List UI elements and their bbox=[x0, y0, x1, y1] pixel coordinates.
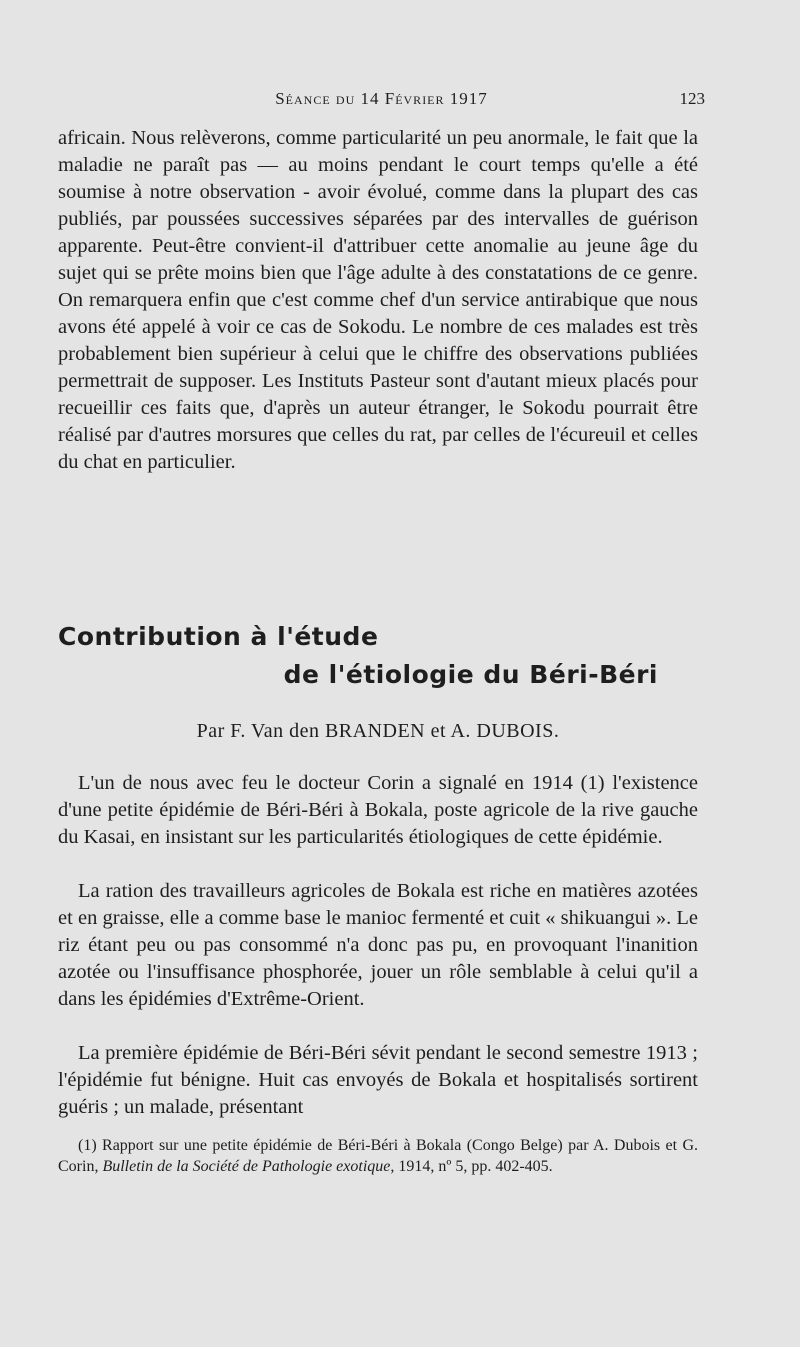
running-head-title: Séance du 14 Février 1917 bbox=[275, 89, 488, 108]
paragraph-ration: La ration des travailleurs agricoles de Bokala est riche en matières azotées et en graisse, elle a comme base le manioc fermenté et cuit « shikuangui ». Le riz étant peu ou pas consommé n'a donc pas pu, en provoquant l'inanition azotée ou l'insuffisance phosphorée, jouer un rôle semblable à celui qu'il a dans les épidémies d'Extrême-Orient. bbox=[58, 880, 698, 1010]
footnote-journal: Bulletin de la Société de Pathologie exotique, bbox=[102, 1158, 395, 1175]
footnote bbox=[58, 1135, 698, 1177]
article-title-line-1: Contribution à l'étude bbox=[58, 622, 379, 651]
footnote-reference: 1914, nº 5, pp. 402-405. bbox=[398, 1158, 553, 1175]
footnote-text: (1) Rapport sur une petite épidémie de Béri-Béri à Bokala (Congo Belge) par A. Dubois et G. Corin, bbox=[58, 1137, 698, 1175]
paragraph-bokala-epidemic: L'un de nous avec feu le docteur Corin a signalé en 1914 (1) l'existence d'une petite épidémie de Béri-Béri à Bokala, poste agricole de la rive gauche du Kasai, en insistant sur les particularités étiologiques de cette épidémie. bbox=[58, 772, 698, 848]
article-title-line-2: de l'étiologie du Béri-Béri bbox=[283, 660, 658, 689]
article-byline: Par F. Van den BRANDEN et A. DUBOIS. bbox=[196, 720, 560, 742]
running-head bbox=[58, 86, 705, 114]
page-number: 123 bbox=[679, 89, 705, 108]
paragraph-first-epidemic: La première épidémie de Béri-Béri sévit pendant le second semestre 1913 ; l'épidémie fut bénigne. Huit cas envoyés de Bokala et hospitalisés sortirent guéris ; un malade, présentant bbox=[58, 1042, 698, 1118]
paragraph-sokodu-conclusion: africain. Nous relèverons, comme particularité un peu anormale, le fait que la maladie ne paraît pas — au moins pendant le court temps qu'elle a été soumise à notre observation - avoir évolué, comme dans la plupart des cas publiés, par poussées successives séparées par des intervalles de guérison apparente. Peut-être convient-il d'attribuer cette anomalie au jeune âge du sujet qui se prête moins bien que l'âge adulte à des constatations de ce genre. On remarquera enfin que c'est comme chef d'un service antirabique que nous avons été appelé à voir ce cas de Sokodu. Le nombre de ces malades est très probablement bien supérieur à celui que le chiffre des observations publiées permettrait de supposer. Les Instituts Pasteur sont d'autant mieux placés pour recueillir ces faits que, d'après un auteur étranger, le Sokodu pourrait être réalisé par d'autres morsures que celles du rat, par celles de l'écureuil et celles du chat en particulier. bbox=[58, 127, 698, 473]
